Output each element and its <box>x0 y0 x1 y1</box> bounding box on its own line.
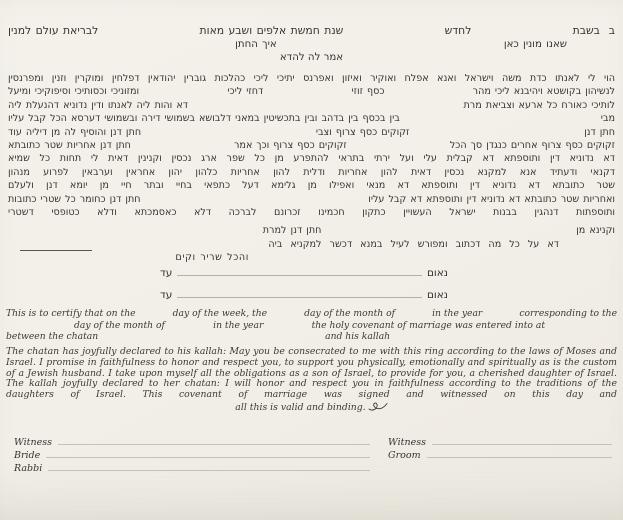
hebrew-line-16-text: דא על כל מה דכתוב ומפורש לעיל במנא דכשר למקניא ביה <box>268 238 559 250</box>
hebrew-line-04: הוי לי לאנתו כדת משה וישראל ואנא אפלח ואוקיר ואיזון ואפרנס יתיכי ליכי כהלכות גוברין יהודאין דפלחין ומוקרין וזנין ומפרנסין <box>8 73 615 84</box>
hebrew-line-said-to-her: אמר לה להדא <box>279 52 344 63</box>
hebrew-witness-row-2 <box>160 286 448 300</box>
closing-text: all this is valid and binding. <box>235 401 366 413</box>
text-segment: מבי <box>600 113 615 125</box>
hebrew-line-13 <box>8 193 615 206</box>
text-segment: חתן דנן למרת <box>262 225 322 237</box>
text-segment: דא והות ליה לאנתו ודין נדוניא דהנעלת ליה <box>8 99 188 111</box>
hebrew-line-valid: והכל שריר וקים <box>175 252 249 264</box>
text-segment: ואחריות שטר כתובתא דא נדוניא דין ותוספתא דא קבל עליו <box>368 193 615 205</box>
text-segment: day of the month of <box>74 319 165 331</box>
hebrew-line-date <box>8 24 615 38</box>
text-segment: חתן דנן <box>584 126 615 138</box>
witness-label: Witness <box>14 436 52 448</box>
text-segment: כסף זוזי <box>351 86 385 98</box>
rabbi-field <box>14 460 370 473</box>
text-segment: in the year <box>213 319 264 331</box>
hebrew-witness-row-1 <box>160 264 448 278</box>
groom-label: Groom <box>388 449 421 461</box>
witness-signature-line <box>177 286 422 298</box>
witness-field-left <box>14 434 370 447</box>
text-segment: חתן דנן והוסיף לה מן דיליה עוד <box>7 126 142 138</box>
text-segment: שנת חמשת אלפים ושבע מאות <box>199 24 344 37</box>
text-segment: לותיכי כאורח כל ארעא וצביאת מרת <box>463 99 615 111</box>
text-segment: דחזי ליכי <box>227 86 264 98</box>
text-segment: corresponding to the <box>519 308 618 320</box>
cert-row-2 <box>6 320 617 332</box>
text-segment: ומזוניכי וכסותיכי וסיפוקיכי ומיעל <box>8 86 140 98</box>
hebrew-line-10: דא נדוניא דין ותוספתא דא קבלית עלי ועל ירתי בתראי להתפרע מן כל שפר ארג נכסין וקנינין דאית לי תחות כל שמיא <box>8 153 615 165</box>
signature-column-left <box>14 434 370 473</box>
bride-field <box>14 447 370 460</box>
text-segment: חתן דנן כחומר כל שטרי כתובות <box>8 193 141 205</box>
hebrew-line-06 <box>8 99 615 112</box>
hebrew-line-15 <box>8 224 615 237</box>
cert-row-1 <box>6 308 617 320</box>
text-segment: and his kallah <box>325 331 391 343</box>
text-segment: day of the month of <box>304 308 396 320</box>
signature-line <box>58 434 370 445</box>
hebrew-line-07 <box>8 112 615 125</box>
text-segment: לנשיהון בקושטא ויהיבנא ליכי מהר <box>472 86 615 98</box>
text-segment: לבריאת עולם למנין <box>8 24 99 37</box>
witness-signature-line <box>177 264 422 276</box>
hebrew-line-09 <box>8 139 615 152</box>
cert-row-3 <box>6 331 617 343</box>
text-segment: This is to certify that on the <box>6 308 136 320</box>
text-segment: the holy covenant of marriage was entered into at <box>311 319 546 331</box>
flourish-icon <box>368 401 388 412</box>
text-segment: לחדש <box>444 24 472 37</box>
signature-column-right <box>388 434 612 473</box>
hebrew-line-place-groom <box>8 38 615 51</box>
hebrew-line-05 <box>8 85 615 98</box>
naum-label: נאום <box>426 267 448 280</box>
naum-label: נאום <box>426 289 448 302</box>
hebrew-line-11: דקנאי ודעתיד אנא למקנא נכסין דאית להון אחריות ודלית להון אחריות כלהון יהון אחראין וערבאין לפרוע מנהון <box>8 166 615 178</box>
fill-in-blank-line <box>20 240 92 251</box>
rabbi-label: Rabbi <box>14 462 43 474</box>
hebrew-line-16 <box>8 238 615 251</box>
text-segment: day of the week, the <box>172 308 268 320</box>
text-segment: וקנינא מן <box>576 225 615 237</box>
ed-label: עד <box>160 289 173 302</box>
text-segment: in the year <box>432 308 483 320</box>
bride-label: Bride <box>14 449 41 461</box>
text-segment: חתן דנן אחריות שטר כתובתא <box>8 139 131 151</box>
signature-line <box>46 447 370 458</box>
witness-label: Witness <box>388 436 426 448</box>
signature-section <box>0 434 623 473</box>
declaration-paragraph: The chatan has joyfully declared to his kallah: May you be consecrated to me with this ring according to the laws of Moses and Israel. I promise in faithfulness to honor and respect you, to support you physically, emotionally and spiritually as is the custom of a Jewish husband. I take upon myself all the obligations as a son of Israel, to provide for you, a cherished daughter of Israel. The kallah joyfully declared to her chatan: I will honor and respect you in faithfulness according to the traditions of the daughters of Israel. This covenant of marriage was signed and witnessed on this day and <box>6 345 617 401</box>
text-segment: שאנו מונין כאן <box>503 39 567 50</box>
witness-field-right <box>388 434 612 447</box>
declaration-closing <box>6 401 617 413</box>
signature-line <box>427 447 612 458</box>
signature-line <box>48 460 370 471</box>
hebrew-line-14: ותוספתות דנהגין בבנות ישראל העשויין כתקון חכמינו זכרונם לברכה דלא כאסמכתא ודלא כטופסי דשטרי <box>8 206 615 218</box>
text-segment: זקוקים כסף צרוף וצבי <box>315 126 410 138</box>
text-segment: בין בכסף בין בדהב ובין בתכשיטין במאני דלבושא בשמושי דירה ובשמושי דערסא הכל קבל עליו <box>8 113 400 125</box>
english-certification <box>0 308 623 412</box>
text-segment: זקוקים כסף צרוף וכך אמר <box>234 139 347 151</box>
groom-field <box>388 447 612 460</box>
text-segment: between the chatan <box>6 331 99 343</box>
ed-label: עד <box>160 267 173 280</box>
text-segment: ב בשבת <box>572 24 615 37</box>
hebrew-line-12: שטר כתובתא דא נדוניא דין ותוספתא דא מנאי ואפילו מן גלימא דעל כתפאי בחיי ובתר חיי מן יומא דנן ולעלם <box>8 180 615 192</box>
text-segment: זקוקים כסף צרוף אחרים כנגדן סך הכל <box>449 139 615 151</box>
signature-line <box>432 434 612 445</box>
hebrew-line-08 <box>8 126 615 139</box>
text-segment: איך החתן <box>235 39 277 50</box>
